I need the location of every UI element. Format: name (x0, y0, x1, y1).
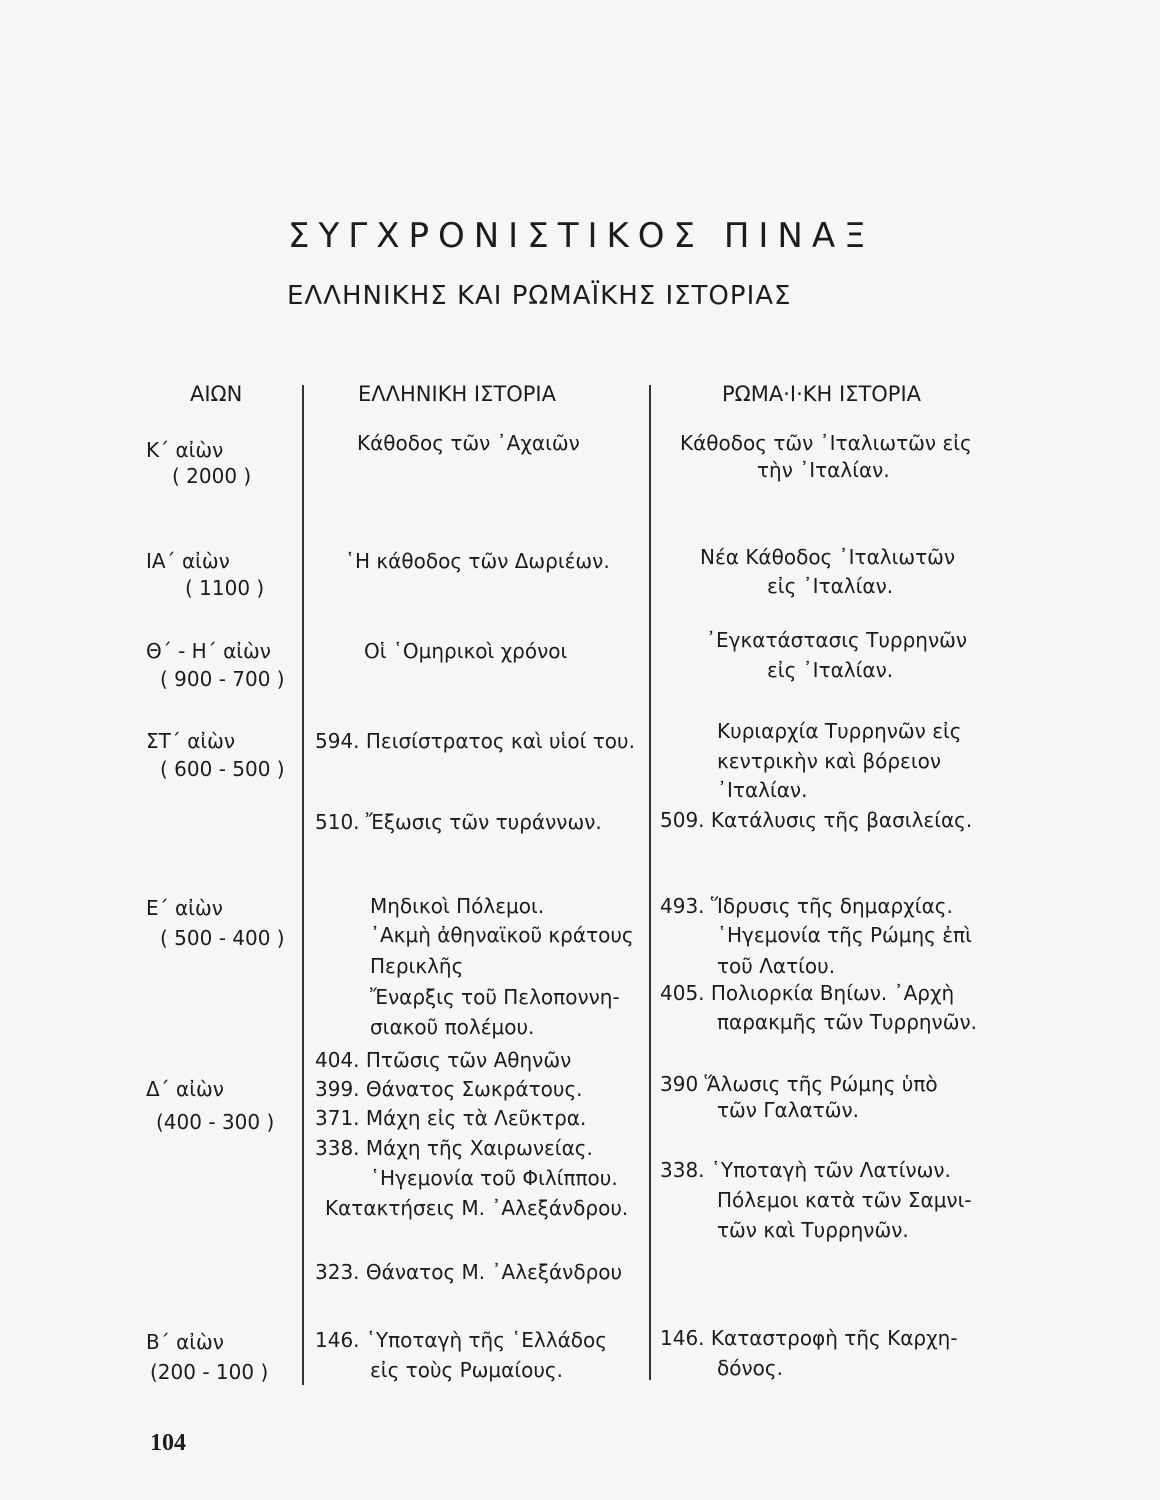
century-cell-line: Ε΄ αἰὼν (146, 896, 223, 920)
roman-history-line: εἰς ᾿Ιταλίαν. (767, 658, 894, 682)
column-header-century: ΑΙΩΝ (190, 382, 243, 406)
greek-history-line: ῾Ηγεμονία τοῦ Φιλίππου. (370, 1166, 618, 1190)
roman-history-line: 390 Ἅλωσις τῆς Ρώμης ὑπὸ (660, 1072, 938, 1096)
greek-history-line: Περικλῆς (370, 954, 464, 978)
roman-history-line: τῶν Γαλατῶν. (717, 1098, 859, 1122)
roman-history-line: τὴν ᾿Ιταλίαν. (757, 458, 890, 482)
greek-history-line: Ἔναρξις τοῦ Πελοποννη- (370, 985, 620, 1009)
greek-history-line: εἰς τοὺς Ρωμαίους. (370, 1358, 564, 1382)
century-cell-line: ΣΤ΄ αἰὼν (146, 729, 236, 753)
greek-history-line: 594. Πεισίστρατος καὶ υἱοί του. (315, 729, 635, 753)
column-header-roman-history: ΡΩΜΑ·Ι·ΚΗ ΙΣΤΟΡΙΑ (722, 382, 922, 406)
century-cell-line: (200 - 100 ) (150, 1360, 269, 1384)
roman-history-line: Κάθοδος τῶν ᾿Ιταλιωτῶν εἰς (680, 431, 972, 455)
greek-history-line: 323. Θάνατος Μ. ᾿Αλεξάνδρου (315, 1260, 623, 1284)
greek-history-line: 404. Πτῶσις τῶν Αθηνῶν (315, 1048, 572, 1072)
greek-history-line: ᾿Ακμὴ ἀθηναϊκοῦ κράτους (370, 923, 634, 947)
roman-history-line: εἰς ᾿Ιταλίαν. (767, 574, 894, 598)
roman-history-line: ᾿Ιταλίαν. (717, 778, 808, 802)
page-title: ΣΥΓΧΡΟΝΙΣΤΙΚΟΣ ΠΙΝΑΞ (288, 216, 875, 256)
column-divider (649, 385, 651, 1380)
roman-history-line: 338. ῾Υποταγὴ τῶν Λατίνων. (660, 1158, 951, 1182)
greek-history-line: Κατακτήσεις Μ. ᾿Αλεξάνδρου. (325, 1196, 629, 1220)
century-cell-line: Β΄ αἰὼν (146, 1330, 224, 1354)
roman-history-line: 146. Καταστροφὴ τῆς Καρχη- (660, 1326, 958, 1350)
page-subtitle: ΕΛΛΗΝΙΚΗΣ ΚΑΙ ΡΩΜΑΪΚΗΣ ΙΣΤΟΡΙΑΣ (287, 281, 792, 311)
century-cell-line: ( 2000 ) (172, 464, 252, 488)
greek-history-line: 399. Θάνατος Σωκράτους. (315, 1077, 583, 1101)
greek-history-line: ῾Η κάθοδος τῶν Δωριέων. (345, 549, 610, 573)
century-cell-line: Κ΄ αἰὼν (146, 438, 224, 462)
roman-history-line: Πόλεμοι κατὰ τῶν Σαμνι- (717, 1188, 972, 1212)
roman-history-line: 509. Κατάλυσις τῆς βασιλείας. (660, 808, 973, 832)
column-divider (302, 385, 304, 1385)
century-cell-line: Δ΄ αἰὼν (146, 1077, 224, 1101)
greek-history-line: 146. ῾Υποταγὴ τῆς ῾Ελλάδος (315, 1328, 607, 1352)
roman-history-line: τῶν καὶ Τυρρηνῶν. (717, 1218, 909, 1242)
century-cell-line: ΙΑ΄ αἰὼν (146, 549, 230, 573)
century-cell-line: ( 500 - 400 ) (160, 926, 285, 950)
century-cell-line: ( 900 - 700 ) (160, 667, 285, 691)
greek-history-line: 338. Μάχη τῆς Χαιρωνείας. (315, 1136, 593, 1160)
roman-history-line: ῾Ηγεμονία τῆς Ρώμης ἐπὶ (717, 923, 972, 947)
greek-history-line: σιακοῦ πολέμου. (370, 1015, 535, 1039)
roman-history-line: Κυριαρχία Τυρρηνῶν εἰς (717, 719, 962, 743)
roman-history-line: 493. Ἵδρυσις τῆς δημαρχίας. (660, 894, 953, 918)
century-cell-line: ( 600 - 500 ) (160, 757, 285, 781)
roman-history-line: κεντρικὴν καὶ βόρειον (717, 749, 942, 773)
roman-history-line: Νέα Κάθοδος ᾿Ιταλιωτῶν (700, 545, 956, 569)
roman-history-line: τοῦ Λατίου. (717, 954, 836, 978)
greek-history-line: 510. Ἔξωσις τῶν τυράννων. (315, 810, 602, 834)
greek-history-line: Οἱ ῾Ομηρικοὶ χρόνοι (364, 639, 568, 663)
column-header-greek-history: ΕΛΛΗΝΙΚΗ ΙΣΤΟΡΙΑ (358, 382, 556, 406)
roman-history-line: δόνος. (717, 1356, 783, 1380)
century-cell-line: Θ΄ - Η΄ αἰὼν (146, 639, 271, 663)
roman-history-line: παρακμῆς τῶν Τυρρηνῶν. (717, 1010, 978, 1034)
greek-history-line: Κάθοδος τῶν ᾿Αχαιῶν (357, 431, 580, 455)
greek-history-line: Μηδικοὶ Πόλεμοι. (370, 894, 545, 918)
roman-history-line: ᾿Εγκατάστασις Τυρρηνῶν (706, 628, 968, 652)
page-number: 104 (150, 1430, 186, 1456)
century-cell-line: (400 - 300 ) (156, 1110, 275, 1134)
greek-history-line: 371. Μάχη εἰς τὰ Λεῦκτρα. (315, 1106, 587, 1130)
century-cell-line: ( 1100 ) (185, 576, 265, 600)
roman-history-line: 405. Πολιορκία Βηίων. ᾿Αρχὴ (660, 981, 955, 1005)
